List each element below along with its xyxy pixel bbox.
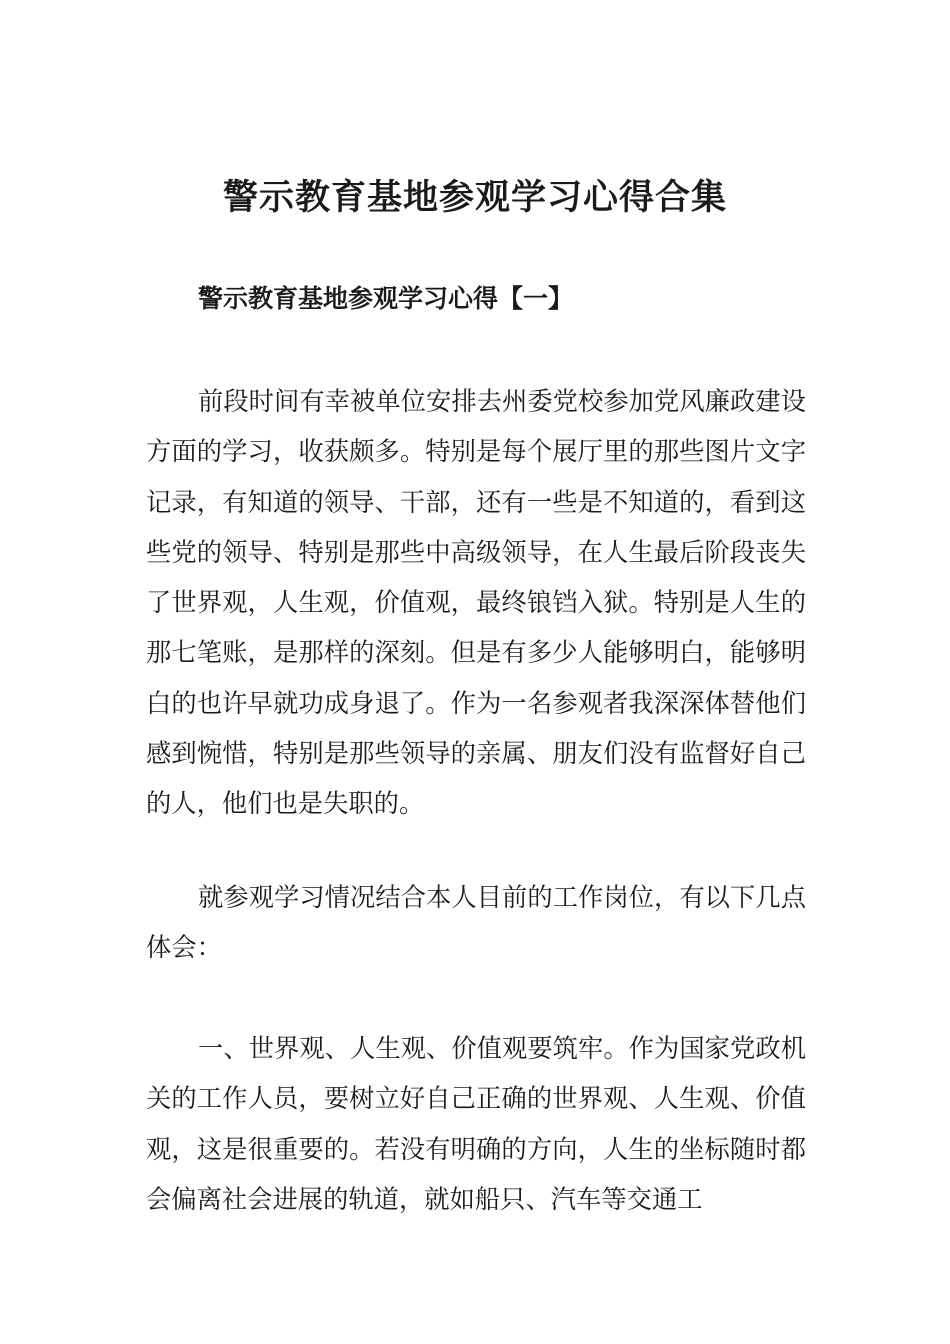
paragraph: 前段时间有幸被单位安排去州委党校参加党风廉政建设方面的学习，收获颇多。特别是每个展厅里的那些图片文字记录，有知道的领导、干部，还有一些是不知道的，看到这些党的领导、特别是那些中高级领导，在人生最后阶段丧失了世界观，人生观，价值观，最终锒铛入狱。特别是人生的那七笔账，是那样的深刻。但是有多少人能够明白，能够明白的也许早就功成身退了。作为一名参观者我深深体替他们感到惋惜，特别是那些领导的亲属、朋友们没有监督好自己的人，他们也是失职的。 [146,387,806,819]
document-title: 警示教育基地参观学习心得合集 [222,178,727,218]
paragraph: 一、世界观、人生观、价值观要筑牢。作为国家党政机关的工作人员，要树立好自己正确的世界观、人生观、价值观，这是很重要的。若没有明确的方向，人生的坐标随时都会偏离社会进展的轨道，就如船只、汽车等交通工 [146,1034,806,1214]
paragraph: 就参观学习情况结合本人目前的工作岗位，有以下几点体会： [146,883,806,963]
section-heading: 警示教育基地参观学习心得【一】 [198,284,574,313]
